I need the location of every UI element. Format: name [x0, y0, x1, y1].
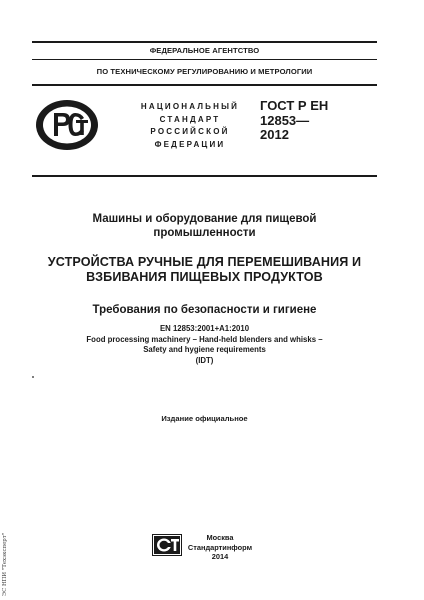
top-rule: [32, 41, 377, 43]
en-title-line2: Safety and hygiene requirements: [143, 345, 266, 354]
publisher-name: Стандартинформ: [187, 542, 253, 552]
national-standard-label: [140, 101, 240, 151]
agency-name-line2: ПО ТЕХНИЧЕСКОМУ РЕГУЛИРОВАНИЮ И МЕТРОЛОГИИ: [96, 67, 313, 76]
publisher-city: Москва: [206, 533, 234, 542]
subject-line2: промышленности: [153, 227, 256, 239]
national-standard-line2: СТАНДАРТ: [159, 114, 221, 124]
standartinform-logo-icon: [152, 534, 182, 556]
vertical-watermark: ЭС НПИ "Техэксперт": [2, 532, 8, 596]
publisher-block: [186, 533, 254, 562]
en-reference: [32, 324, 377, 366]
gost-code-line2: 12853—: [260, 112, 310, 128]
requirements-subtitle: Требования по безопасности и гигиене: [92, 304, 317, 316]
agency-name-line1: ФЕДЕРАЛЬНОЕ АГЕНТСТВО: [149, 46, 260, 55]
en-title-line1: Food processing machinery – Hand-held blenders and whisks –: [86, 334, 323, 344]
gost-code: [260, 99, 328, 143]
gost-code-line3: 2012: [260, 127, 289, 142]
en-identity-mark: (IDT): [195, 355, 214, 365]
publisher-year: 2014: [211, 552, 229, 562]
margin-dot: [32, 376, 34, 378]
official-edition-label: Издание официальное: [161, 414, 248, 423]
national-standard-line4: ФЕДЕРАЦИИ: [154, 139, 226, 149]
national-standard-line1: НАЦИОНАЛЬНЫЙ: [140, 102, 240, 111]
main-title-line1: УСТРОЙСТВА РУЧНЫЕ ДЛЯ ПЕРЕМЕШИВАНИЯ И: [47, 255, 362, 269]
rst-certification-logo-icon: [34, 98, 100, 152]
main-title-line2: ВЗБИВАНИЯ ПИЩЕВЫХ ПРОДУКТОВ: [86, 270, 323, 284]
en-standard-number: EN 12853:2001+A1:2010: [159, 324, 250, 333]
header-bottom-rule: [32, 84, 377, 86]
header-divider: [32, 59, 377, 60]
section-rule: [32, 175, 377, 177]
subject-line1: Машины и оборудование для пищевой: [92, 213, 317, 225]
national-standard-line3: РОССИЙСКОЙ: [150, 127, 230, 136]
document-main-title: [32, 255, 377, 285]
gost-code-line1: ГОСТ Р ЕН: [260, 98, 329, 113]
subject-heading: [32, 212, 377, 240]
